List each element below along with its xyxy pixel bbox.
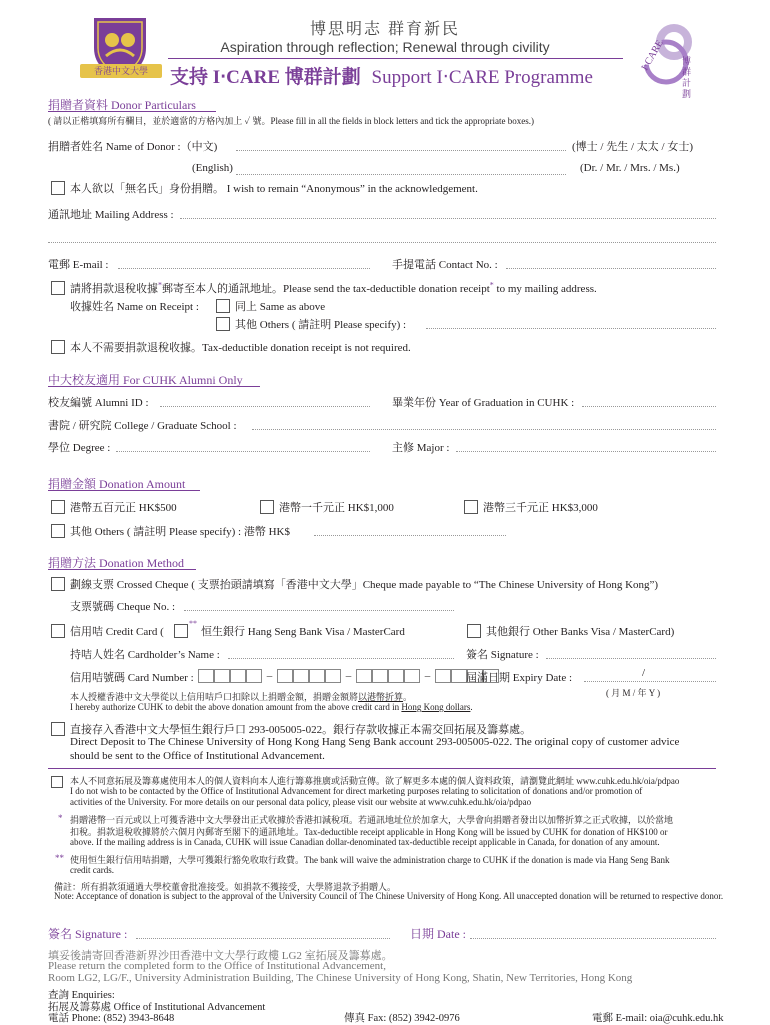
cardholder-label: 持咭人姓名 Cardholder’s Name : — [70, 649, 220, 661]
return-en-1: Please return the completed form to the Office of Institutional Advancement, — [48, 960, 386, 972]
cheque-no-label: 支票號碼 Cheque No. : — [70, 601, 176, 613]
method-section-rule — [48, 569, 196, 570]
footer-phone: 電話 Phone: (852) 3943-8648 — [48, 1013, 175, 1024]
return-en-2: Room LG2, LG/F., University Administration Building, The Chinese University of Hong Kong, Shatin, New Territories, Hong Kong — [48, 972, 633, 984]
expiry-hint: ( 月 M / 年 Y ) — [606, 688, 661, 698]
expiry-label: 屆滿日期 Expiry Date : — [466, 672, 573, 684]
card-signature-input[interactable] — [546, 658, 716, 659]
privacy-en-2: activities of the University. For more details on our personal data policy, please visit our website at www.cuhk.edu.hk/oia/pdpao — [70, 797, 532, 807]
donor-name-label: 捐贈者姓名 Name of Donor :（中文) — [48, 141, 218, 153]
logo-banner-text: 香港中文大學 — [93, 66, 148, 76]
receipt-name-label: 收據姓名 Name on Receipt : — [70, 301, 199, 313]
remark-cn: 備註：所有捐款須通過大學校董會批准接受。如捐款不獲接受，大學將退款予捐贈人。 — [54, 882, 397, 892]
signature-input[interactable] — [136, 938, 390, 939]
anonymous-label: 本人欲以「無名氏」身份捐贈。 I wish to remain “Anonymous” in the acknowledgement. — [70, 183, 478, 195]
card-digit-cell[interactable] — [309, 669, 325, 683]
no-receipt-checkbox[interactable] — [51, 340, 65, 354]
amount-other-input[interactable] — [314, 535, 506, 536]
authorize-cn-c: 。 — [403, 692, 413, 702]
receipt-send-text-b: 郵寄至本人的通訊地址。Please send the tax-deductible donation receipt — [162, 283, 490, 295]
hang-seng-mark: ** — [189, 619, 197, 628]
college-label: 書院 / 研究院 College / Graduate School : — [48, 420, 237, 432]
same-as-above-label: 同上 Same as above — [235, 301, 326, 313]
deposit-cn: 直接存入香港中文大學恒生銀行戶口 293-005005-022。銀行存款收據正本需交回拓展及籌募處。 — [70, 724, 532, 736]
card-digit-cell[interactable] — [372, 669, 388, 683]
return-cn: 填妥後請寄回香港新界沙田香港中文大學行政樓 LG2 室拓展及籌募處。 — [48, 950, 393, 962]
note2-line-2: credit cards. — [70, 865, 114, 875]
email-label: 電郵 E-mail : — [48, 259, 109, 271]
motto-en: Aspiration through reflection; Renewal through civility — [220, 39, 550, 55]
icare-badge-text: I‧CARE — [639, 38, 666, 73]
privacy-cn: 本人不同意拓展及籌募處使用本人的個人資料向本人進行籌募推廣或活動宣傳。欲了解更多本處的個人資料政策，請瀏覽此網址 www.cuhk.edu.hk/oia/pdpao — [70, 776, 680, 786]
note2-line-1: 使用恒生銀行信用咭捐贈，大學可獲銀行豁免收取行政費。The bank will waive the administration charge to CUHK if the donation is made via Hang Seng Bank — [70, 855, 670, 865]
email-input[interactable] — [118, 268, 370, 269]
note1-line-2: 扣稅。捐款退稅收據將於六個月內郵寄至閣下的通訊地址。Tax-deductible receipt applicable in Hong Kong will be issued by CUHK for donation of HK$100 or — [70, 827, 668, 837]
alumni-section-title: 中大校友適用 For CUHK Alumni Only — [48, 373, 243, 387]
note1-mark: * — [58, 813, 63, 823]
address-label: 通訊地址 Mailing Address : — [48, 209, 174, 221]
deposit-checkbox[interactable] — [51, 722, 65, 736]
cheque-checkbox[interactable] — [51, 577, 65, 591]
anonymous-checkbox[interactable] — [51, 181, 65, 195]
address-input-line2[interactable] — [48, 242, 716, 243]
degree-label: 學位 Degree : — [48, 442, 111, 454]
card-digit-cell[interactable] — [451, 669, 467, 683]
date-input[interactable] — [470, 938, 716, 939]
card-number-label: 信用咭號碼 Card Number : — [70, 672, 194, 684]
donor-section-title: 捐贈者資料 Donor Particulars — [48, 98, 196, 112]
remark-en: Note: Acceptance of donation is subject to the approval of the University Council of The Chinese University of Hong Kong. All unaccepted donation will be returned to respective donor. — [54, 891, 724, 901]
receipt-send-mark-b: * — [489, 280, 494, 290]
card-digit-cell[interactable] — [214, 669, 230, 683]
receipt-send-text-c: to my mailing address. — [493, 283, 597, 295]
receipt-other-label: 其他 Others ( 請註明 Please specify) : — [235, 319, 407, 331]
expiry-slash: / — [642, 667, 646, 679]
card-digit-cell[interactable] — [388, 669, 404, 683]
note1-line-1: 捐贈港幣一百元或以上可獲香港中文大學發出正式收據於香港扣減稅項。若通訊地址位於加拿大，大學會向捐贈者發出以加幣折算之正式收據，以於當地 — [70, 815, 674, 825]
programme-title-en: Support I‧CARE Programme — [371, 67, 593, 88]
cardholder-input[interactable] — [228, 658, 454, 659]
expiry-input[interactable] — [584, 681, 716, 682]
other-banks-label: 其他銀行 Other Banks Visa / MasterCard) — [486, 626, 675, 638]
hang-seng-checkbox[interactable] — [174, 624, 188, 638]
amount-section-rule — [48, 490, 200, 491]
donor-titles-en: (Dr. / Mr. / Mrs. / Ms.) — [580, 162, 680, 174]
office-name: 拓展及籌募處 Office of Institutional Advancement — [48, 1002, 266, 1013]
amount-500-checkbox[interactable] — [51, 500, 65, 514]
note1-line-3: above. If the mailing address is in Canada, CUHK will issue Canadian dollar-denominated tax-deductible receipt applicable in Canada, for donation of any amount. — [70, 837, 660, 847]
motto-cn: 博思明志 群育新民 — [309, 21, 460, 38]
donor-name-en-input[interactable] — [236, 174, 566, 175]
amount-3000-label: 港幣三千元正 HK$3,000 — [483, 502, 598, 514]
card-digit-cell[interactable] — [246, 669, 262, 683]
logo-banner — [80, 64, 162, 78]
phone-label: 手提電話 Contact No. : — [392, 259, 498, 271]
card-digit-cell[interactable] — [198, 669, 214, 683]
footer-email: 電郵 E-mail: oia@cuhk.edu.hk — [592, 1013, 724, 1024]
donor-name-cn-input[interactable] — [236, 150, 566, 151]
authorize-en — [70, 702, 473, 712]
address-input-line1[interactable] — [180, 218, 716, 219]
donor-titles-cn: (博士 / 先生 / 太太 / 女士) — [572, 141, 693, 153]
alumni-id-input[interactable] — [160, 406, 370, 407]
method-divider — [48, 768, 716, 769]
authorize-en-a: I hereby authorize CUHK to debit the above donation amount from the above credit card in — [70, 702, 402, 712]
cheque-no-input[interactable] — [184, 610, 454, 611]
amount-other-checkbox[interactable] — [51, 524, 65, 538]
card-digit-cell[interactable] — [293, 669, 309, 683]
card-digit-cell[interactable] — [404, 669, 420, 683]
amount-section-title: 捐贈金額 Donation Amount — [48, 477, 186, 491]
authorize-en-c: . — [470, 702, 473, 712]
icare-badge-cn: 博群計劃 — [682, 56, 692, 99]
header-rule — [168, 58, 623, 59]
footer-fax: 傳真 Fax: (852) 3942-0976 — [344, 1013, 460, 1024]
cheque-label: 劃線支票 Crossed Cheque ( 支票抬頭請填寫「香港中文大學」Cheque made payable to “The Chinese University of Hong Kong”) — [70, 579, 659, 591]
deposit-en-1: Direct Deposit to The Chinese University of Hong Kong Hang Seng Bank account 293-005005-022. The original copy of customer advice — [70, 736, 680, 748]
grad-year-label: 畢業年份 Year of Graduation in CUHK : — [392, 397, 575, 409]
receipt-other-checkbox[interactable] — [216, 317, 230, 331]
note2-mark: ** — [55, 853, 64, 863]
authorize-cn-a: 本人授權香港中文大學從以上信用咭戶口扣除以上捐贈金額，捐贈金額將 — [70, 692, 359, 702]
degree-input[interactable] — [116, 451, 370, 452]
same-as-above-checkbox[interactable] — [216, 299, 230, 313]
receipt-send-label — [70, 280, 597, 296]
amount-500-label: 港幣五百元正 HK$500 — [70, 502, 177, 514]
major-input[interactable] — [456, 451, 716, 452]
card-number-input[interactable]: – – – — [198, 669, 499, 683]
alumni-section-rule — [48, 386, 260, 387]
authorize-en-b: Hong Kong dollars — [401, 702, 471, 712]
programme-title-cn: 支持 I‧CARE 博群計劃 — [170, 67, 361, 88]
amount-1000-checkbox[interactable] — [260, 500, 274, 514]
receipt-send-checkbox[interactable] — [51, 281, 65, 295]
donor-english-label: (English) — [192, 162, 233, 174]
no-receipt-label: 本人不需要捐款退稅收據。Tax-deductible donation receipt is not required. — [70, 342, 411, 354]
method-section-title: 捐贈方法 Donation Method — [48, 556, 184, 570]
card-signature-label: 簽名 Signature : — [466, 649, 539, 661]
card-digit-cell[interactable] — [230, 669, 246, 683]
amount-1000-label: 港幣一千元正 HK$1,000 — [279, 502, 394, 514]
credit-card-checkbox[interactable] — [51, 624, 65, 638]
amount-other-label: 其他 Others ( 請註明 Please specify) : 港幣 HK$ — [70, 526, 290, 538]
credit-card-label: 信用咭 Credit Card ( — [70, 626, 164, 638]
receipt-other-input[interactable] — [426, 328, 716, 329]
major-label: 主修 Major : — [392, 442, 450, 454]
grad-year-input[interactable] — [582, 406, 716, 407]
programme-title — [170, 62, 593, 89]
card-digit-cell[interactable] — [356, 669, 372, 683]
alumni-id-label: 校友編號 Alumni ID : — [48, 397, 149, 409]
icare-badge — [634, 12, 704, 102]
card-digit-cell[interactable] — [277, 669, 293, 683]
privacy-en-1: I do not wish to be contacted by the Office of Institutional Advancement for direct marketing purposes relating to solicitation of donations and/or promotion of — [70, 786, 643, 796]
donor-section-rule — [48, 111, 216, 112]
college-input[interactable] — [252, 429, 716, 430]
phone-input[interactable] — [506, 268, 716, 269]
amount-3000-checkbox[interactable] — [464, 500, 478, 514]
date-label: 日期 Date : — [410, 927, 466, 941]
deposit-en-2: should be sent to the Office of Institutional Advancement. — [70, 750, 325, 762]
signature-label: 簽名 Signature : — [48, 927, 128, 941]
hang-seng-label: 恒生銀行 Hang Seng Bank Visa / MasterCard — [201, 626, 405, 638]
card-digit-cell[interactable] — [325, 669, 341, 683]
receipt-send-mark-a: * — [158, 280, 162, 290]
enquiries-label: 查詢 Enquiries: — [48, 990, 115, 1001]
authorize-cn-b: 以港幣折算 — [358, 692, 404, 702]
privacy-checkbox[interactable] — [51, 776, 63, 788]
other-banks-checkbox[interactable] — [467, 624, 481, 638]
card-digit-cell[interactable] — [435, 669, 451, 683]
donor-instruction: ( 請以正楷填寫所有欄目，並於適當的方格內加上 ✓ 號。Please fill in all the fields in block letters and tick the appropriate boxes.) — [48, 116, 534, 126]
receipt-send-text-a: 請將捐款退稅收據 — [70, 283, 158, 295]
